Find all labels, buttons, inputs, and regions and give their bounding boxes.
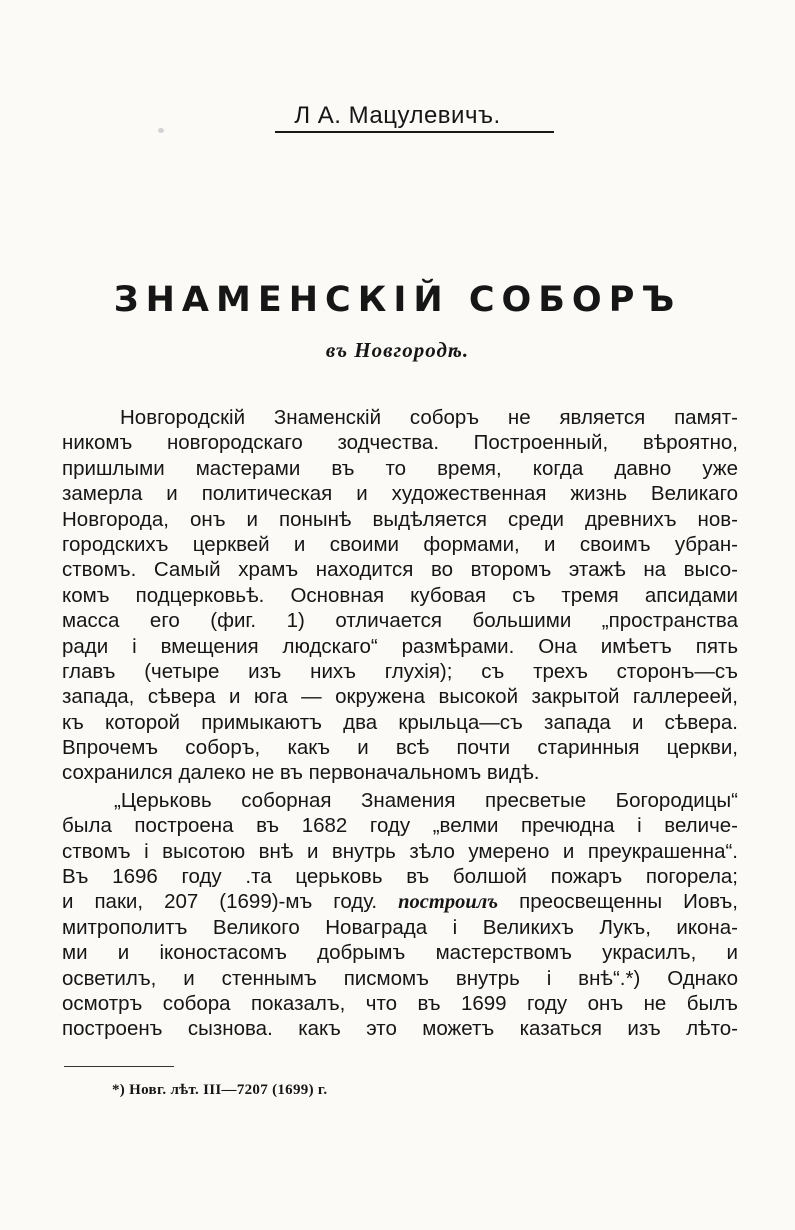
text-line: Впрочемъ соборъ, какъ и всѣ почти старинныя церкви, xyxy=(62,736,738,760)
text-line: осмотръ собора показалъ, что въ 1699 году онъ не былъ xyxy=(62,991,738,1015)
article-subtitle: въ Новгородѣ. xyxy=(325,338,470,362)
text-line-mixed xyxy=(62,889,738,914)
author-name: Л А. Мацулевичъ. xyxy=(294,102,501,129)
body-text xyxy=(62,405,738,1042)
text-line: была построена въ 1682 году „велми пречюдна і величе- xyxy=(62,814,738,838)
text-line: запада, сѣвера и юга — окружена высокой закрытой галлереей, xyxy=(62,685,738,709)
footnote-rule xyxy=(64,1066,174,1067)
text-fragment: преосвещенны Иовъ, xyxy=(519,890,738,914)
text-line: сохранился далеко не въ первоначальномъ видѣ. xyxy=(62,761,540,785)
text-line: городскихъ церквей и своими формами, и своимъ убран- xyxy=(62,532,738,556)
text-line: пришлыми мастерами въ то время, когда давно уже xyxy=(62,456,738,480)
italic-word: построилъ xyxy=(398,891,499,914)
text-line: ми и іконостасомъ добрымъ мастерствомъ украсилъ, и xyxy=(62,941,738,965)
text-line: митрополитъ Великого Новаграда і Великихъ Лукъ, икона- xyxy=(62,915,738,939)
text-line: масса его (фиг. 1) отличается большими „пространства xyxy=(62,609,738,633)
text-fragment: и паки, 207 (1699)-мъ году. xyxy=(62,890,378,914)
text-line: замерла и политическая и художественная жизнь Великаго xyxy=(62,482,738,506)
text-line: осветилъ, и стеннымъ писмомъ внутрь і внѣ“.*) Однако xyxy=(62,966,738,990)
text-line: комъ подцерковьѣ. Основная кубовая съ тремя апсидами xyxy=(62,583,738,607)
text-line: ради і вмещения людскаго“ размѣрами. Она имѣетъ пять xyxy=(62,634,738,658)
article-title: ЗНАМЕНСКІЙ СОБОРЪ xyxy=(113,280,682,320)
text-line: къ которой примыкаютъ два крыльца—съ запада и сѣвера. xyxy=(62,710,738,734)
text-line: Новгородскій Знаменскій соборъ не является памят- xyxy=(120,406,738,429)
text-line: ствомъ і высотою внѣ и внутрь зѣло умерено и преукрашенна“. xyxy=(62,839,738,863)
footnote: *) Новг. лѣт. III—7207 (1699) г. xyxy=(112,1082,328,1098)
text-line: никомъ новгородскаго зодчества. Построенный, вѣроятно, xyxy=(62,431,738,455)
text-line: построенъ сызнова. какъ это можетъ казаться изъ лѣто- xyxy=(62,1017,738,1041)
text-line: ствомъ. Самый храмъ находится во второмъ этажѣ на высо- xyxy=(62,558,738,582)
text-line: Въ 1696 году .та церьковь въ болшой пожаръ погорела; xyxy=(62,865,738,889)
text-line: „Церьковь соборная Знамения пресветые Богородицы“ xyxy=(114,788,738,812)
author-underline xyxy=(275,131,554,133)
text-line: главъ (четыре изъ нихъ глухія); съ трехъ сторонъ—съ xyxy=(62,659,738,683)
text-line: Новгорода, онъ и понынѣ выдѣляется среди древнихъ нов- xyxy=(62,507,738,531)
